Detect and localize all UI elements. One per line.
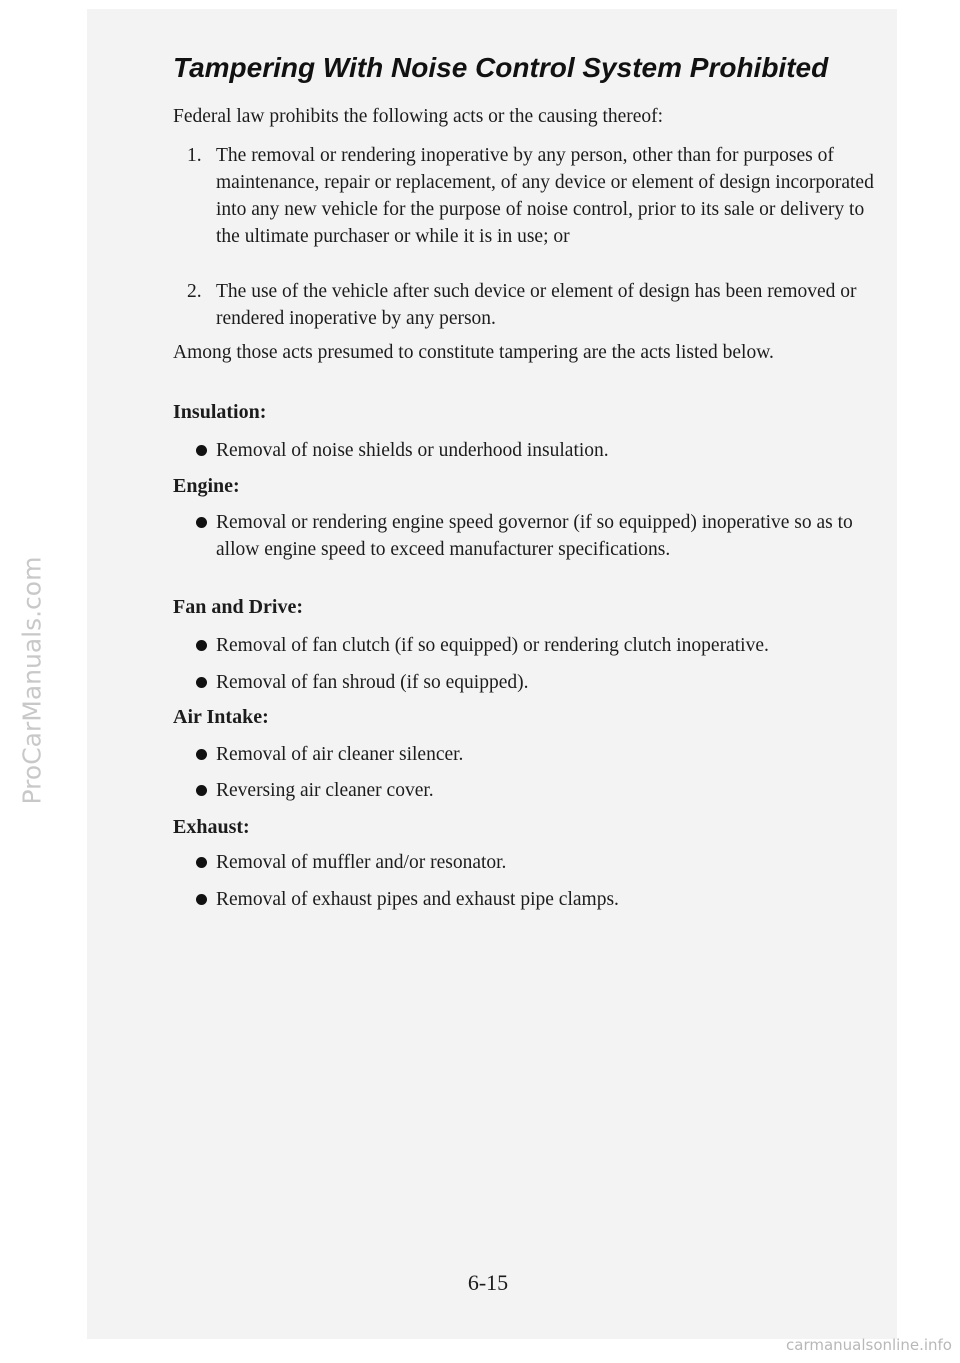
bullet-icon [196,517,207,528]
section-heading-fan-and-drive: Fan and Drive: [173,596,303,618]
numbered-item-2 [187,278,877,332]
bullet-icon [196,785,207,796]
numbered-item-1 [187,142,877,250]
page-number: 6-15 [467,1270,509,1295]
side-watermark [14,300,50,1060]
bullet-icon [196,749,207,760]
bullet-item: Removal of fan clutch (if so equipped) or rendering clutch inoperative. [196,632,876,659]
page-title: Tampering With Noise Control System Prohibited [173,52,829,83]
item-number: 2. [187,281,202,302]
section-heading-air-intake: Air Intake: [173,706,269,728]
item-number: 1. [187,145,202,166]
side-watermark-text: ProCarManuals.com [17,556,47,804]
bullet-icon [196,445,207,456]
bullet-icon [196,640,207,651]
bullet-item: Removal or rendering engine speed governor (if so equipped) inoperative so as to allow engine speed to exceed manufacturer specifications. [196,509,876,563]
bullet-item: Removal of air cleaner silencer. [196,741,876,768]
bullet-item: Reversing air cleaner cover. [196,777,876,804]
presumed-paragraph: Among those acts presumed to constitute tampering are the acts listed below. [173,342,774,363]
bullet-icon [196,857,207,868]
bullet-item: Removal of exhaust pipes and exhaust pipe clamps. [196,886,876,913]
bullet-item: Removal of noise shields or underhood insulation. [196,437,876,464]
section-heading-exhaust: Exhaust: [173,816,250,838]
bottom-watermark: carmanualsonline.info [786,1336,952,1354]
bullet-icon [196,677,207,688]
section-heading-insulation: Insulation: [173,401,267,423]
bullet-icon [196,894,207,905]
section-heading-engine: Engine: [173,475,240,497]
item-text: The use of the vehicle after such device or element of design has been removed or rendered inoperative by any person. [216,281,857,329]
item-text: The removal or rendering inoperative by any person, other than for purposes of maintenance, repair or replacement, of any device or element of design incorporated into any new vehicle for the purpose of noise control, prior to its sale or delivery to the ultimate purchaser or while it is in use; or [216,145,874,247]
bullet-item: Removal of muffler and/or resonator. [196,849,876,876]
intro-paragraph: Federal law prohibits the following acts or the causing thereof: [173,106,664,127]
bullet-item: Removal of fan shroud (if so equipped). [196,669,876,696]
